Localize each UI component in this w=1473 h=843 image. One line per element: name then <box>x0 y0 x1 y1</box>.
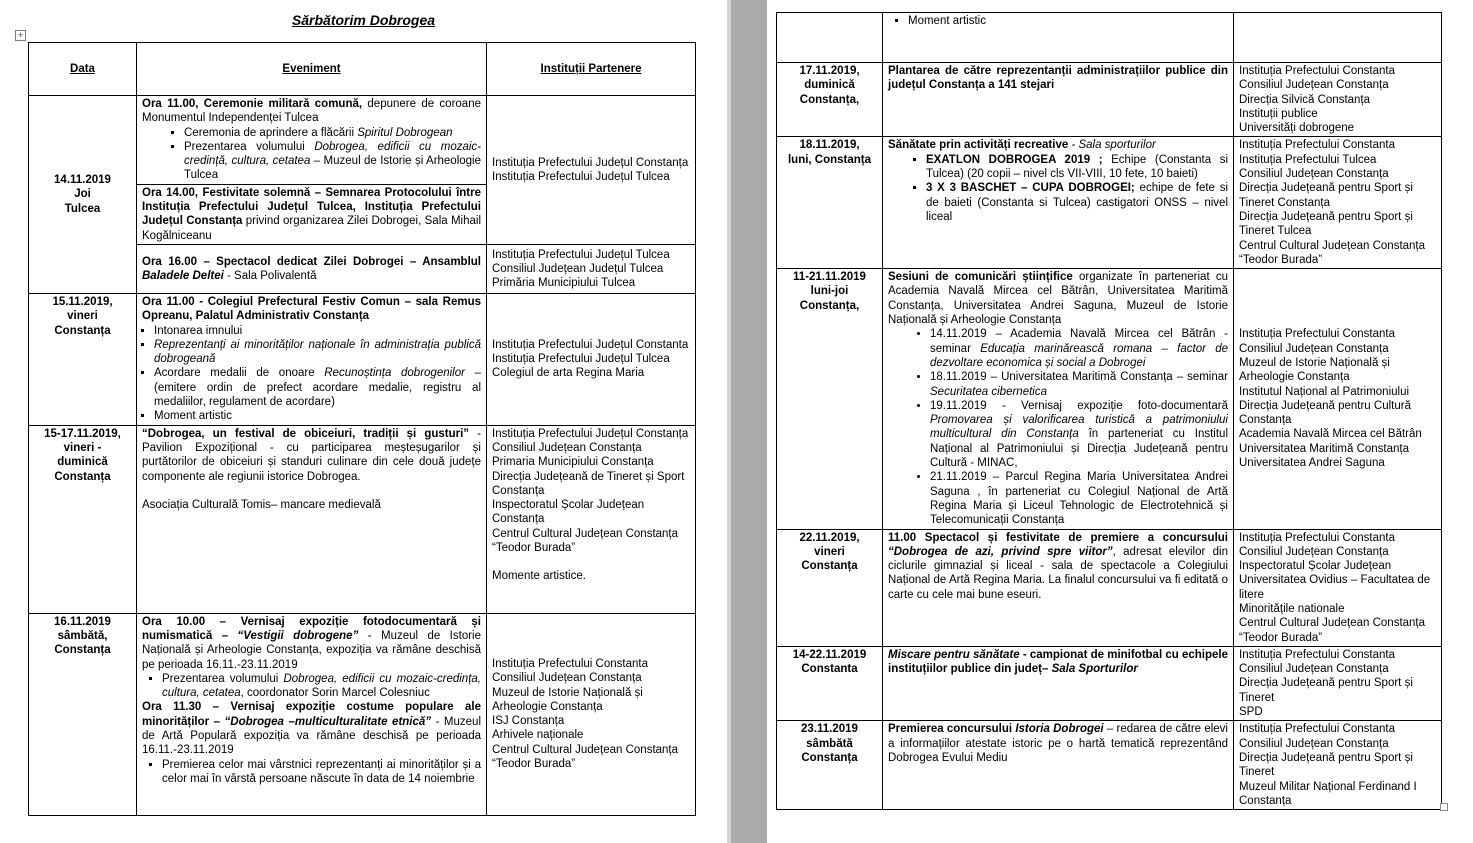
date-cell: 14.11.2019 Joi Tulcea <box>29 96 137 294</box>
table-move-handle-icon[interactable]: + <box>15 30 26 41</box>
date-cell <box>777 13 883 63</box>
header-date: Data <box>29 43 137 96</box>
partners-cell: Instituția Prefectului Constanta Consiliul Județean Constanța Muzeul de Istorie Națională și Arheologie Constanța ISJ Constanța Arhivele naționale Centrul Cultural Județean Constanța “Teodor Burada” <box>487 613 696 815</box>
date-cell: 11-21.11.2019 luni-joi Constanța, <box>777 269 883 529</box>
partners-cell: Instituția Prefectului Constanta Consiliul Județean Constanța Direcția Județeană pentru Sport și Tineret Muzeul Militar Național Ferdinand I Constanța <box>1234 721 1442 810</box>
partners-cell: Instituția Prefectului Județul Tulcea Consiliul Județean Județul Tulcea Primăria Municipiului Tulcea <box>487 244 696 293</box>
date-cell: 23.11.2019 sâmbătă Constanța <box>777 721 883 810</box>
event-cell: Sesiuni de comunicări științifice organizate în parteneriat cu Academia Navală Mircea cel Bătrân, Universitatea Maritimă Constanța, Universitatea Andrei Saguna, Muzeul de Istorie Națională și Arheologie Constanța • 14.11.2019 – Academia Navală Mircea cel Bătrân - seminar Educația marinărească romana – factor de dezvoltare economica și social a Dobrogei • 18.11.2019 – Universitatea Maritimă Constanța – seminar Securitatea cibernetica • 19.11.2019 - Vernisaj expoziție foto-documentară Promovarea și valorificarea turistică a patrimoniului multicultural din Constanța în parteneriat cu Institul Național al Patrimoniului și Direcția Județeană pentru Cultură - MINAC, • 21.11.2019 – Parcul Regina Maria Universitatea Andrei Saguna , în parteneriat cu Colegiul Național de Artă Regina Maria și Liceul Tehnologic de Electrotehnică și Telecomunicații Constanța <box>883 269 1234 529</box>
table-resize-handle[interactable] <box>1440 803 1448 811</box>
event-cell: “Dobrogea, un festival de obiceiuri, tradiții și gusturi” - Pavilion Expozițional - cu participarea meșteșugarilor și purtătorilor de obiceiuri și standuri culinare din cele două județe componente ale regiunii istorice Dobrogea. Asociația Culturală Tomis– mancare medievală <box>137 425 487 613</box>
date-cell: 16.11.2019 sâmbătă, Constanța <box>29 613 137 815</box>
partners-cell: Instituția Prefectului Județul Constanța Consiliul Județean Constanța Primaria Municipiului Constanța Direcția Județeană de Tineret și Sport Constanța Inspectoratul Școlar Județean Constanța Centrul Cultural Județean Constanța “Teodor Burada” Momente artistice. <box>487 425 696 613</box>
event-cell: Ora 16.00 – Spectacol dedicat Zilei Dobrogei – Ansamblul Baladele Deltei - Sala Polivalentă <box>137 244 487 293</box>
event-cell: Ora 10.00 – Vernisaj expoziție fotodocumentară și numismatică – “Vestigii dobrogene” - Muzeul de Istorie Națională și Arheologie Constanța, expoziția va rămâne deschisă pe perioada 16.11.-23.11.2019 ▪ Prezentarea volumului Dobrogea, edificii cu mozaic-credința, cultura, cetatea, coordonator Sorin Marcel Colesniuc Ora 11.30 – Vernisaj expoziție costume populare ale minorităților – “Dobrogea –multiculturalitate etnică” - Muzeul de Artă Populară expoziția va rămâne deschisă pe perioada 16.11.-23.11.2019 ▪ Premierea celor mai vârstnici reprezentanți ai minorităților și a celor mai în vârstă persoane născute în data de 14 noiembrie <box>137 613 487 815</box>
partners-cell: Instituția Prefectului Constanta Consiliul Județean Constanța Muzeul de Istorie Națională și Arheologie Constanța Institutul Național al Patrimoniului Direcția Județeană pentru Cultură Constanța Academia Navală Mircea cel Bătrân Universitatea Maritimă Constanța Universitatea Andrei Saguna <box>1234 269 1442 529</box>
date-cell: 15-17.11.2019, vineri - duminică Constanța <box>29 425 137 613</box>
event-cell: Sănătate prin activități recreative - Sala sporturilor ▪ EXATLON DOBROGEA 2019 ; Echipe (Constanta si Tulcea) (20 copii – nivel cls VII-VIII, 10 fete, 10 baieti) ▪ 3 X 3 BASCHET – CUPA DOBROGEI; echipe de fete si de baieti (Constanta si Tulcea) castigatori ONSS – nivel liceal <box>883 137 1234 269</box>
event-cell: Premierea concursului Istoria Dobrogei – redarea de către elevi a informațiilor atestate istoric pe o hartă tematică reprezentând Dobrogea Evului Mediu <box>883 721 1234 810</box>
event-cell: Ora 11.00 - Colegiul Prefectural Festiv Comun – sala Remus Opreanu, Palatul Administrativ Constanța ▪ Intonarea imnului ▪ Reprezentanți ai minorităților naționale în administrația publică dobrogeană ▪ Acordare medalii de onoare Recunoștința dobrogenilor – (emitere ordin de prefect acordare medalie, registru al medaliilor, regulament de acordare) ▪ Moment artistic <box>137 293 487 425</box>
partners-cell <box>1234 13 1442 63</box>
document-page-2 <box>767 0 1473 843</box>
date-cell: 22.11.2019, vineri Constanța <box>777 529 883 646</box>
partners-cell: Instituția Prefectului Constanta Consiliul Județean Constanța Direcția Județeană pentru Sport și Tineret SPD <box>1234 646 1442 720</box>
date-cell: 18.11.2019, luni, Constanța <box>777 137 883 269</box>
event-cell: ▪ Moment artistic <box>883 13 1234 63</box>
date-cell: 15.11.2019, vineri Constanța <box>29 293 137 425</box>
header-partners: Instituții Partenere <box>487 43 696 96</box>
date-cell: 14-22.11.2019 Constanta <box>777 646 883 720</box>
event-cell: 11.00 Spectacol și festivitate de premiere a concursului “Dobrogea de azi, privind spre viitor”, adresat elevilor din ciclurile gimnazial și liceal - sala de spectacole a Colegiului Național de Artă Regina Maria. La finalul concursului va fi editată o carte cu cele mai bune eseuri. <box>883 529 1234 646</box>
partners-cell: Instituția Prefectului Constanta Instituția Prefectului Tulcea Consiliul Județean Constanța Direcția Județeană pentru Sport și Tineret Constanța Direcția Județeană pentru Sport și Tineret Tulcea Centrul Cultural Județean Constanța “Teodor Burada” <box>1234 137 1442 269</box>
event-cell: Plantarea de către reprezentanții administrațiilor publice din județul Constanța a 141 stejari <box>883 63 1234 137</box>
document-page-1 <box>0 0 727 843</box>
page-gap <box>727 0 767 843</box>
date-cell: 17.11.2019, duminică Constanța, <box>777 63 883 137</box>
partners-cell: Instituția Prefectului Județul Constanta Instituția Prefectului Județul Tulcea Colegiul de arta Regina Maria <box>487 293 696 425</box>
partners-cell: Instituția Prefectului Constanta Consiliul Județean Constanța Inspectoratul Școlar Județean Universitatea Ovidius – Facultatea de litere Minoritățile nationale Centrul Cultural Județean Constanța “Teodor Burada” <box>1234 529 1442 646</box>
event-cell: Ora 14.00, Festivitate solemnă – Semnarea Protocolului între Instituția Prefectului Județul Tulcea, Instituția Prefectului Județul Constanța privind organizarea Zilei Dobrogei, Sala Mihail Kogălniceanu <box>137 184 487 244</box>
partners-cell: Instituția Prefectului Constanta Consiliul Județean Constanța Direcția Silvică Constanța Instituții publice Universități dobrogene <box>1234 63 1442 137</box>
event-cell: Miscare pentru sănătate - campionat de minifotbal cu echipele instituțiilor publice din județ– Sala Sporturilor <box>883 646 1234 720</box>
schedule-table-1 <box>28 42 696 816</box>
document-title: Sărbătorim Dobrogea <box>291 12 436 28</box>
header-event: Eveniment <box>137 43 487 96</box>
event-cell: Ora 11.00, Ceremonie militară comună, depunere de coroane Monumentul Independenței Tulcea ▪ Ceremonia de aprindere a flăcării Spiritul Dobrogean ▪ Prezentarea volumului Dobrogea, edificii cu mozaic-credință, cultura, cetatea – Muzeul de Istorie și Arheologie Tulcea <box>137 96 487 185</box>
schedule-table-2 <box>776 12 1442 810</box>
partners-cell: Instituția Prefectului Județul Constanța Instituția Prefectului Județul Tulcea <box>487 96 696 245</box>
